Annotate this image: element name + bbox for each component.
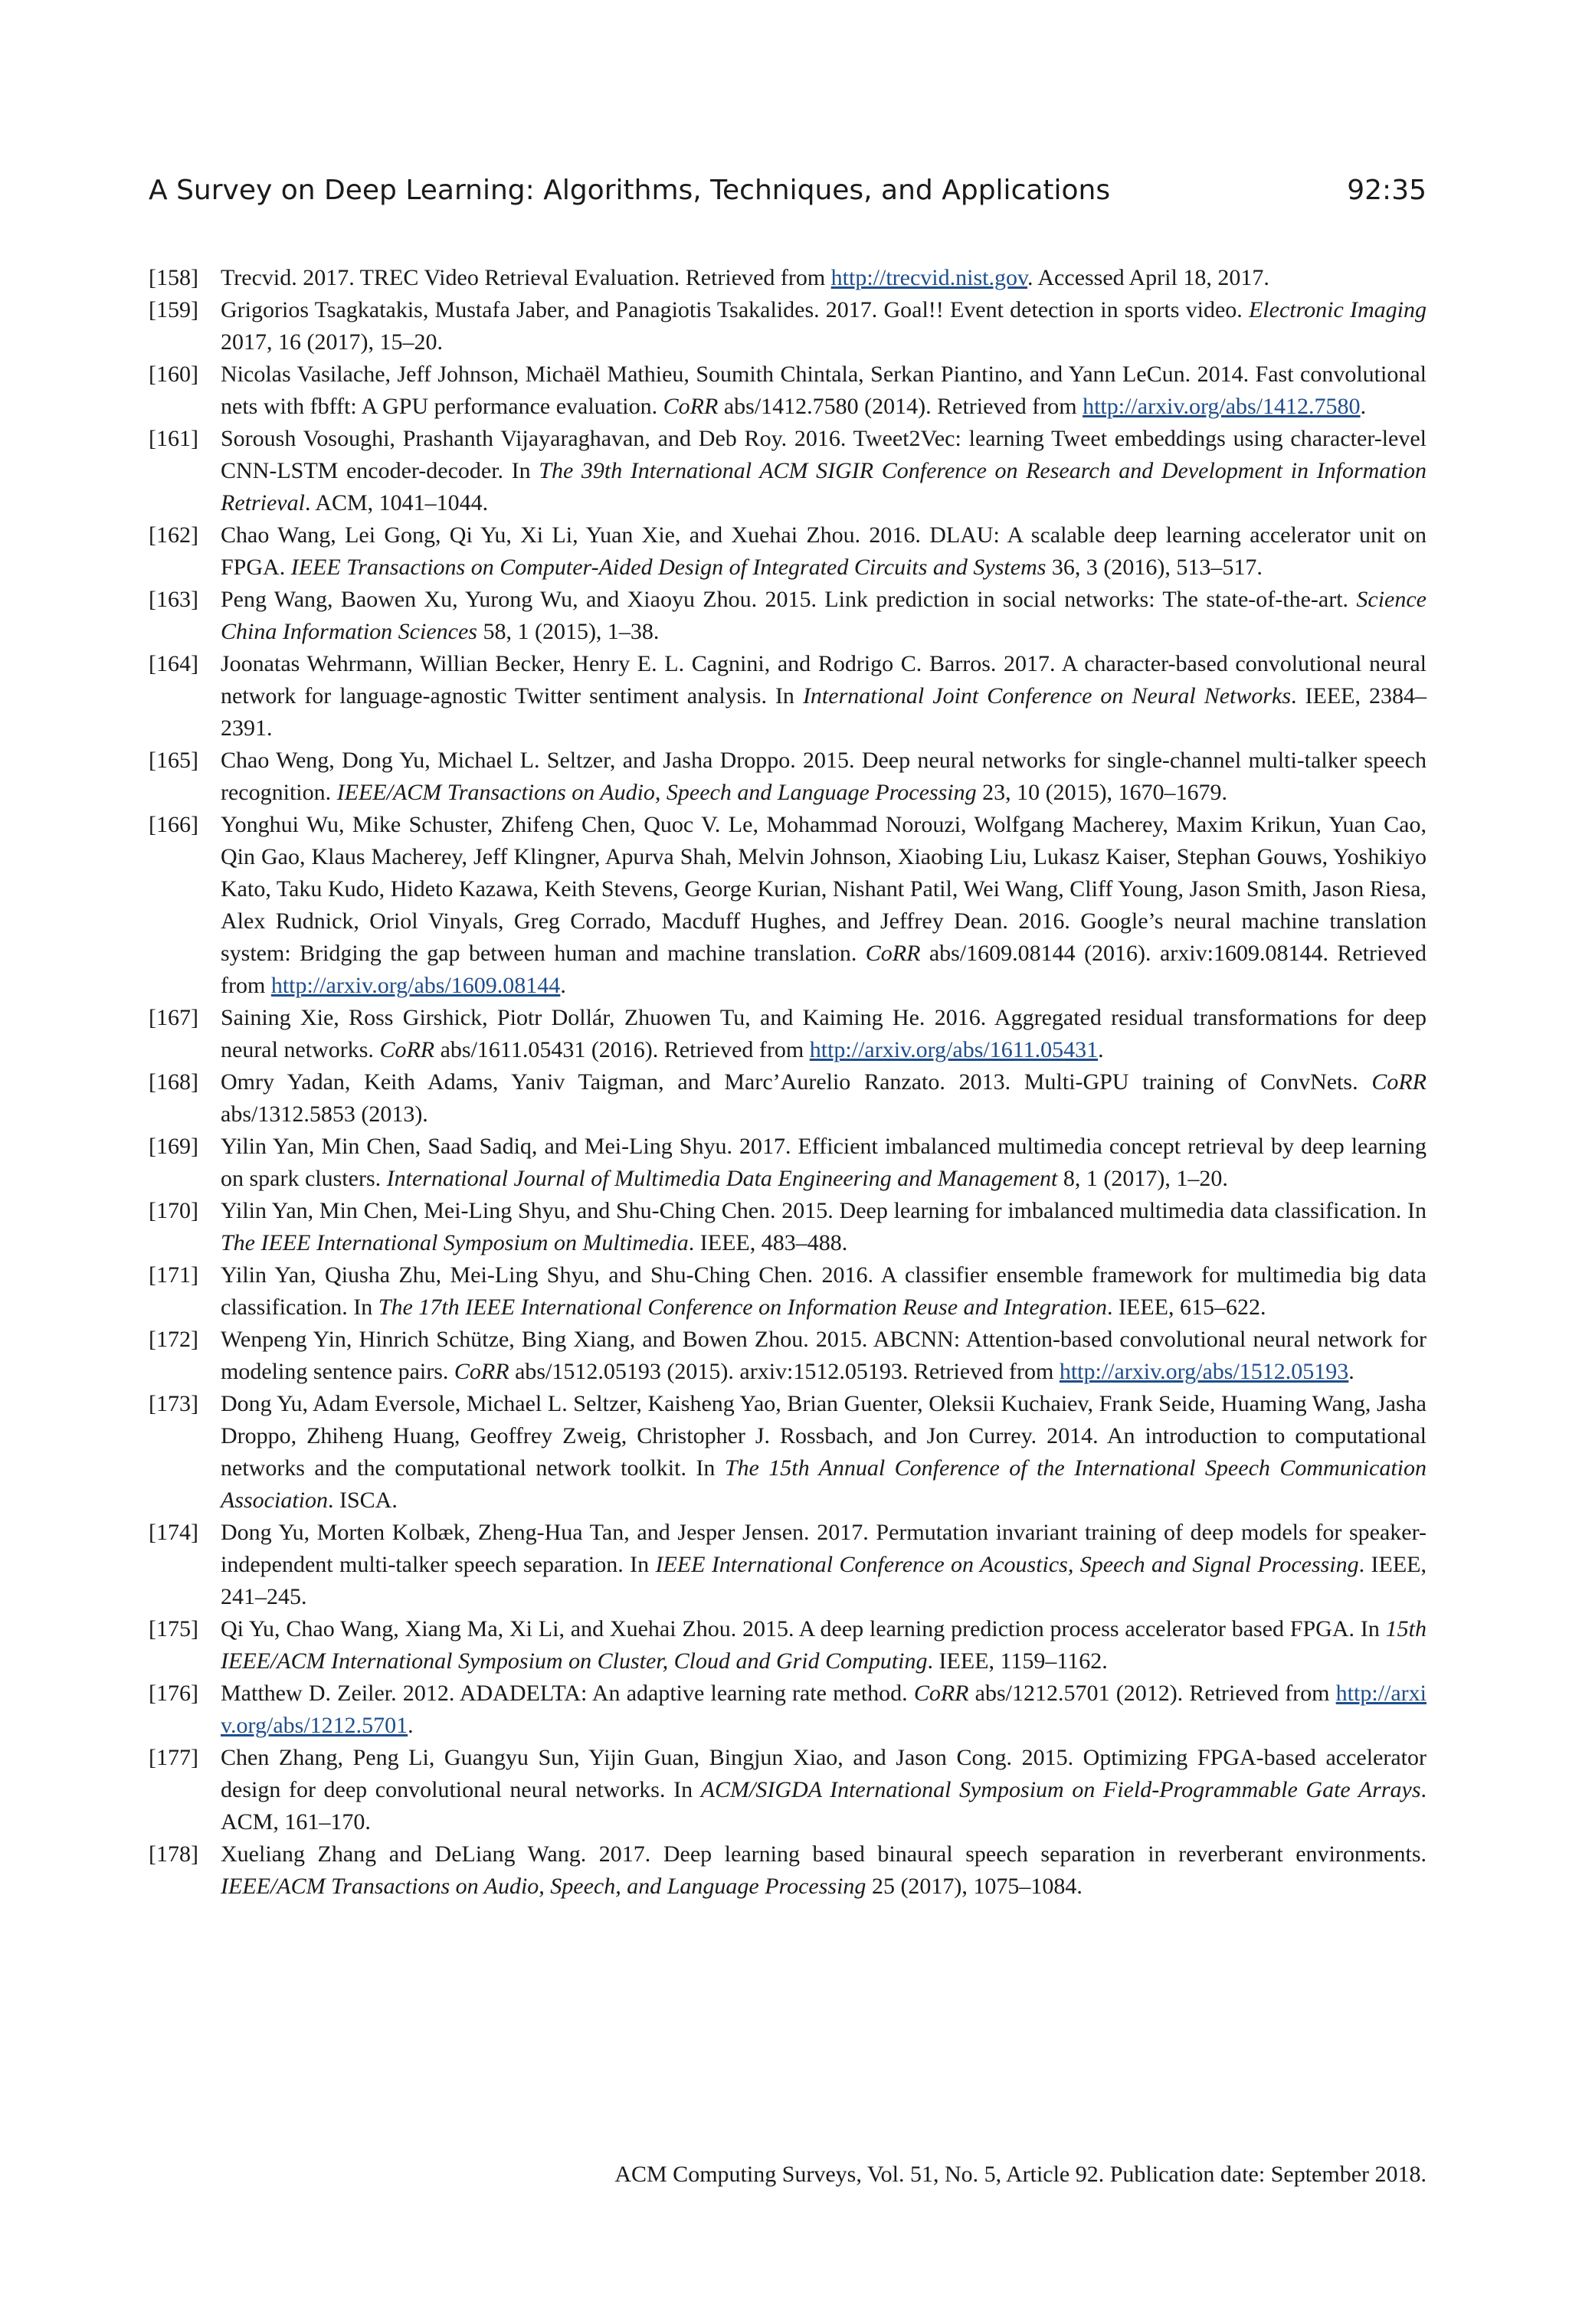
reference-text <box>221 1195 1427 1259</box>
reference-text-segment: . <box>560 973 566 998</box>
reference-text-segment: abs/1412.7580 (2014). Retrieved from <box>718 394 1083 419</box>
reference-list <box>149 262 1427 1903</box>
reference-text <box>221 262 1427 294</box>
reference-number: [174] <box>149 1520 198 1545</box>
reference-item <box>149 1259 1427 1324</box>
reference-item <box>149 1002 1427 1066</box>
reference-venue: Electronic Imaging <box>1248 297 1427 322</box>
reference-text-segment: Chao Wang, Lei Gong, Qi Yu, Xi Li, Yuan Xie, and Xuehai Zhou. 2016. DLAU: A scalable deep learning accelerator unit on FPGA. <box>221 522 1427 580</box>
reference-venue: IEEE International Conference on Acoustics, Speech and Signal Processing <box>655 1552 1359 1577</box>
reference-number: [173] <box>149 1391 198 1416</box>
reference-text-segment: Dong Yu, Morten Kolbæk, Zheng-Hua Tan, and Jesper Jensen. 2017. Permutation invariant training of deep models for speaker-independent multi-talker speech separation. In <box>221 1520 1427 1577</box>
page-footer: ACM Computing Surveys, Vol. 51, No. 5, Article 92. Publication date: September 2018. <box>614 2162 1427 2187</box>
reference-text-segment: Yilin Yan, Min Chen, Saad Sadiq, and Mei-Ling Shyu. 2017. Efficient imbalanced multimedia concept retrieval by deep learning on spark clusters. <box>221 1134 1427 1191</box>
reference-text-segment: . ISCA. <box>328 1488 398 1513</box>
reference-text-segment: abs/1512.05193 (2015). arxiv:1512.05193. Retrieved from <box>509 1359 1060 1384</box>
reference-text <box>221 1613 1427 1678</box>
reference-item <box>149 1838 1427 1903</box>
reference-link[interactable]: http://arxiv.org/abs/1512.05193 <box>1059 1359 1349 1384</box>
reference-text-segment: 36, 3 (2016), 513–517. <box>1046 555 1263 580</box>
reference-item <box>149 262 1427 294</box>
reference-text <box>221 1838 1427 1903</box>
reference-venue: CoRR <box>454 1359 509 1384</box>
reference-text-segment: . <box>1360 394 1367 419</box>
reference-text-segment: Nicolas Vasilache, Jeff Johnson, Michaël Mathieu, Soumith Chintala, Serkan Piantino, and Yann LeCun. 2014. Fast convolutional nets with fbfft: A GPU performance evaluation. <box>221 362 1427 419</box>
reference-text <box>221 1388 1427 1517</box>
reference-link[interactable]: http://trecvid.nist.gov <box>830 265 1028 290</box>
reference-item <box>149 294 1427 358</box>
reference-venue: IEEE/ACM Transactions on Audio, Speech and Language Processing <box>336 780 977 805</box>
reference-number: [159] <box>149 297 198 322</box>
reference-text-segment: . <box>1348 1359 1354 1384</box>
reference-item <box>149 1388 1427 1517</box>
reference-number: [158] <box>149 265 198 290</box>
reference-text-segment: Saining Xie, Ross Girshick, Piotr Dollár, Zhuowen Tu, and Kaiming He. 2016. Aggregated residual transformations for deep neural networks. <box>221 1005 1427 1062</box>
reference-item <box>149 584 1427 648</box>
reference-text <box>221 745 1427 809</box>
reference-text <box>221 294 1427 358</box>
reference-text-segment: Peng Wang, Baowen Xu, Yurong Wu, and Xiaoyu Zhou. 2015. Link prediction in social networks: The state-of-the-art. <box>221 587 1357 612</box>
reference-text-segment: abs/1609.08144 (2016). arxiv:1609.08144. Retrieved from <box>221 941 1427 998</box>
reference-venue: The 17th IEEE International Conference on Information Reuse and Integration <box>378 1295 1108 1320</box>
reference-item <box>149 648 1427 745</box>
reference-venue: CoRR <box>379 1037 435 1062</box>
reference-number: [170] <box>149 1198 198 1223</box>
reference-text <box>221 519 1427 584</box>
reference-text-segment: . ACM, 161–170. <box>221 1777 1427 1835</box>
reference-item <box>149 809 1427 1002</box>
reference-text-segment: 2017, 16 (2017), 15–20. <box>221 329 443 355</box>
reference-number: [168] <box>149 1069 198 1095</box>
reference-text <box>221 809 1427 1002</box>
reference-text-segment: . IEEE, 241–245. <box>221 1552 1427 1609</box>
reference-text <box>221 648 1427 745</box>
reference-link[interactable]: http://arxiv.org/abs/1609.08144 <box>270 973 561 998</box>
reference-text-segment: Qi Yu, Chao Wang, Xiang Ma, Xi Li, and Xuehai Zhou. 2015. A deep learning prediction process accelerator based FPGA. In <box>221 1616 1386 1642</box>
running-head-title: A Survey on Deep Learning: Algorithms, Techniques, and Applications <box>149 175 1111 206</box>
reference-number: [175] <box>149 1616 198 1642</box>
reference-text <box>221 1066 1427 1131</box>
reference-number: [167] <box>149 1005 198 1030</box>
reference-text <box>221 423 1427 519</box>
reference-number: [164] <box>149 651 198 676</box>
reference-item <box>149 1195 1427 1259</box>
reference-text <box>221 1002 1427 1066</box>
reference-item <box>149 1066 1427 1131</box>
reference-text <box>221 584 1427 648</box>
reference-item <box>149 1613 1427 1678</box>
reference-venue: The 39th International ACM SIGIR Conference on Research and Development in Information Retrieval <box>221 458 1427 516</box>
reference-item <box>149 1517 1427 1613</box>
running-head <box>149 175 1427 206</box>
reference-text <box>221 1678 1427 1742</box>
reference-text-segment: Soroush Vosoughi, Prashanth Vijayaraghavan, and Deb Roy. 2016. Tweet2Vec: learning Tweet embeddings using character-level CNN-LSTM encoder-decoder. In <box>221 426 1427 483</box>
reference-venue: International Joint Conference on Neural Networks <box>802 683 1292 709</box>
reference-venue: CoRR <box>865 941 921 966</box>
reference-text-segment: 8, 1 (2017), 1–20. <box>1057 1166 1228 1191</box>
reference-text-segment: 58, 1 (2015), 1–38. <box>477 619 660 644</box>
reference-text-segment: . <box>1098 1037 1104 1062</box>
reference-number: [178] <box>149 1841 198 1867</box>
reference-text-segment: abs/1611.05431 (2016). Retrieved from <box>434 1037 810 1062</box>
reference-text <box>221 1742 1427 1838</box>
reference-number: [166] <box>149 812 198 837</box>
reference-text-segment: 23, 10 (2015), 1670–1679. <box>976 780 1228 805</box>
reference-text-segment: Wenpeng Yin, Hinrich Schütze, Bing Xiang, and Bowen Zhou. 2015. ABCNN: Attention-based convolutional neural network for modeling sentence pairs. <box>221 1327 1427 1384</box>
reference-text-segment: 25 (2017), 1075–1084. <box>866 1874 1083 1899</box>
reference-text-segment: Chen Zhang, Peng Li, Guangyu Sun, Yijin Guan, Bingjun Xiao, and Jason Cong. 2015. Optimizing FPGA-based accelerator design for deep convolutional neural networks. In <box>221 1745 1427 1802</box>
reference-number: [160] <box>149 362 198 387</box>
reference-link[interactable]: http://arxiv.org/abs/1611.05431 <box>809 1037 1099 1062</box>
reference-venue: The IEEE International Symposium on Multimedia <box>221 1230 689 1255</box>
reference-venue: Science China Information Sciences <box>221 587 1427 644</box>
reference-venue: CoRR <box>1371 1069 1427 1095</box>
reference-text-segment: Trecvid. 2017. TREC Video Retrieval Evaluation. Retrieved from <box>221 265 831 290</box>
reference-text-segment: Chao Weng, Dong Yu, Michael L. Seltzer, and Jasha Droppo. 2015. Deep neural networks for single-channel multi-talker speech recognition. <box>221 748 1427 805</box>
reference-text-segment: . IEEE, 1159–1162. <box>927 1648 1108 1674</box>
reference-venue: 15th IEEE/ACM International Symposium on Cluster, Cloud and Grid Computing <box>221 1616 1427 1674</box>
reference-text-segment: . <box>408 1713 414 1738</box>
reference-text-segment: Yilin Yan, Qiusha Zhu, Mei-Ling Shyu, and Shu-Ching Chen. 2016. A classifier ensemble framework for multimedia big data classification. In <box>221 1262 1427 1320</box>
reference-text <box>221 1517 1427 1613</box>
reference-item <box>149 423 1427 519</box>
reference-text-segment: Joonatas Wehrmann, Willian Becker, Henry E. L. Cagnini, and Rodrigo C. Barros. 2017. A character-based convolutional neural network for language-agnostic Twitter sentiment analysis. In <box>221 651 1427 709</box>
reference-text-segment: Grigorios Tsagkatakis, Mustafa Jaber, and Panagiotis Tsakalides. 2017. Goal!! Event detection in sports video. <box>221 297 1249 322</box>
reference-text-segment: Yilin Yan, Min Chen, Mei-Ling Shyu, and Shu-Ching Chen. 2015. Deep learning for imbalanced multimedia data classification. In <box>221 1198 1427 1223</box>
reference-text <box>221 358 1427 423</box>
reference-number: [169] <box>149 1134 198 1159</box>
reference-venue: ACM/SIGDA International Symposium on Field-Programmable Gate Arrays <box>700 1777 1421 1802</box>
reference-text-segment: Matthew D. Zeiler. 2012. ADADELTA: An adaptive learning rate method. <box>221 1681 914 1706</box>
reference-text <box>221 1324 1427 1388</box>
reference-number: [177] <box>149 1745 198 1770</box>
reference-venue: CoRR <box>913 1681 969 1706</box>
reference-number: [171] <box>149 1262 198 1288</box>
reference-text <box>221 1259 1427 1324</box>
reference-number: [172] <box>149 1327 198 1352</box>
reference-item <box>149 1678 1427 1742</box>
reference-item <box>149 745 1427 809</box>
reference-text-segment: Xueliang Zhang and DeLiang Wang. 2017. Deep learning based binaural speech separation in reverberant environments. <box>221 1841 1427 1867</box>
reference-venue: The 15th Annual Conference of the International Speech Communication Association <box>221 1455 1427 1513</box>
reference-text-segment: Omry Yadan, Keith Adams, Yaniv Taigman, and Marc’Aurelio Ranzato. 2013. Multi-GPU training of ConvNets. <box>221 1069 1372 1095</box>
reference-venue: IEEE Transactions on Computer-Aided Design of Integrated Circuits and Systems <box>290 555 1047 580</box>
reference-number: [162] <box>149 522 198 548</box>
reference-venue: International Journal of Multimedia Data Engineering and Management <box>386 1166 1058 1191</box>
reference-text-segment: . IEEE, 615–622. <box>1107 1295 1266 1320</box>
reference-item <box>149 358 1427 423</box>
reference-text-segment: Yonghui Wu, Mike Schuster, Zhifeng Chen, Quoc V. Le, Mohammad Norouzi, Wolfgang Macherey, Maxim Krikun, Yuan Cao, Qin Gao, Klaus Macherey, Jeff Klingner, Apurva Shah, Melvin Johnson, Xiaobing Liu, Lukasz Kaiser, Stephan Gouws, Yoshikiyo Kato, Taku Kudo, Hideto Kazawa, Keith Stevens, George Kurian, Nishant Patil, Wei Wang, Cliff Young, Jason Smith, Jason Riesa, Alex Rudnick, Oriol Vinyals, Greg Corrado, Macduff Hughes, and Jeffrey Dean. 2016. Google’s neural machine translation system: Bridging the gap between human and machine translation. <box>221 812 1427 966</box>
reference-text <box>221 1131 1427 1195</box>
reference-text-segment: abs/1212.5701 (2012). Retrieved from <box>968 1681 1336 1706</box>
reference-venue: IEEE/ACM Transactions on Audio, Speech, and Language Processing <box>221 1874 866 1899</box>
reference-text-segment: . ACM, 1041–1044. <box>304 490 489 516</box>
reference-number: [176] <box>149 1681 198 1706</box>
reference-number: [165] <box>149 748 198 773</box>
reference-text-segment: . IEEE, 2384–2391. <box>221 683 1427 741</box>
reference-item <box>149 519 1427 584</box>
reference-text-segment: . Accessed April 18, 2017. <box>1027 265 1269 290</box>
reference-item <box>149 1131 1427 1195</box>
reference-number: [161] <box>149 426 198 451</box>
reference-text-segment: abs/1312.5853 (2013). <box>221 1101 428 1127</box>
reference-number: [163] <box>149 587 198 612</box>
reference-link[interactable]: http://arxiv.org/abs/1412.7580 <box>1083 394 1361 419</box>
reference-item <box>149 1324 1427 1388</box>
reference-link[interactable]: http://arxiv.org/abs/1212.5701 <box>221 1681 1427 1738</box>
page-number: 92:35 <box>1347 175 1427 206</box>
reference-venue: CoRR <box>663 394 719 419</box>
reference-item <box>149 1742 1427 1838</box>
reference-text-segment: . IEEE, 483–488. <box>688 1230 848 1255</box>
reference-text-segment: Dong Yu, Adam Eversole, Michael L. Seltzer, Kaisheng Yao, Brian Guenter, Oleksii Kuchaiev, Frank Seide, Huaming Wang, Jasha Droppo, Zhiheng Huang, Geoffrey Zweig, Christopher J. Rossbach, and Jon Currey. 2014. An introduction to computational networks and the computational network toolkit. In <box>221 1391 1427 1481</box>
